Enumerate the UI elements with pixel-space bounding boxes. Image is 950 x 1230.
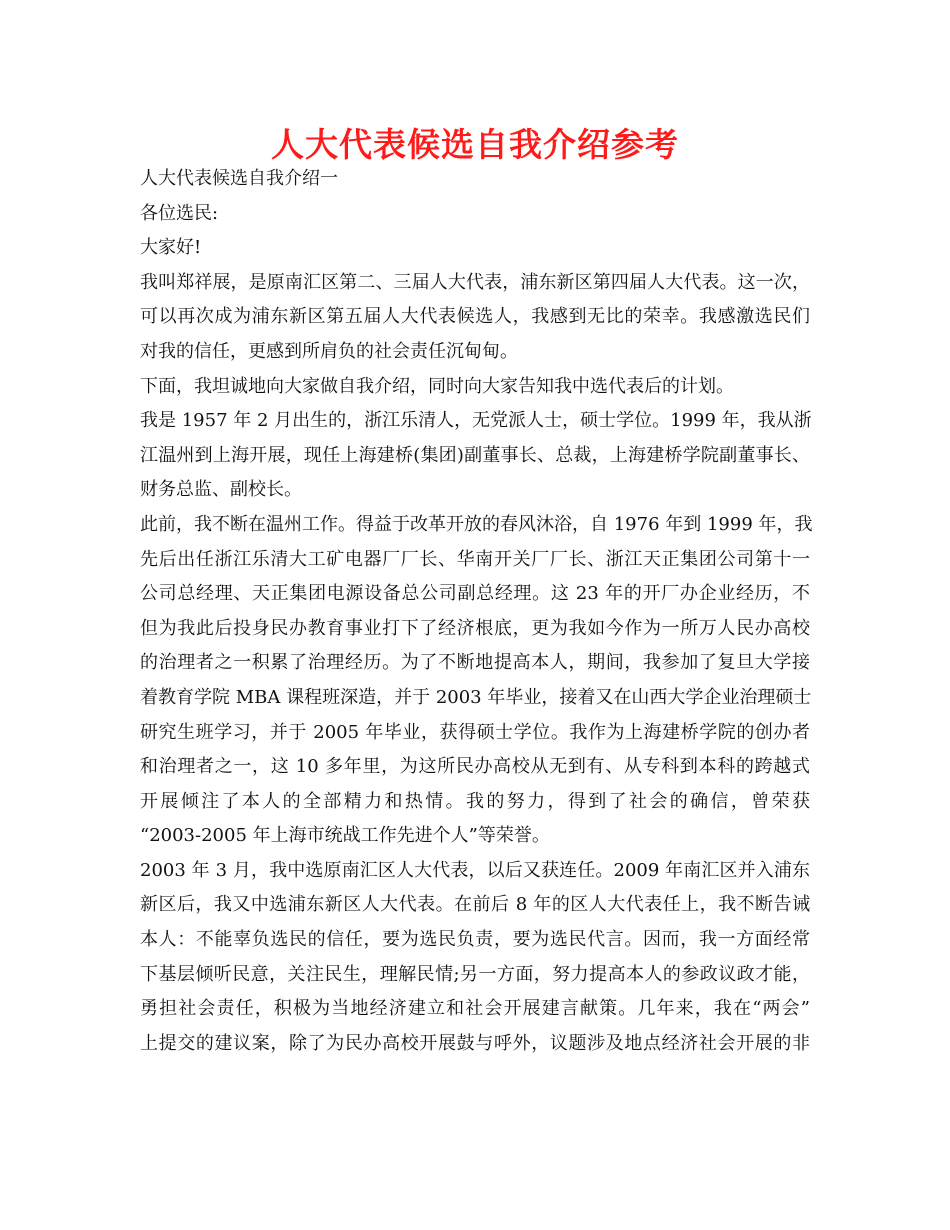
body-line: 先后出任浙江乐清大工矿电器厂厂长、华南开关厂厂长、浙江天正集团公司第十一 (140, 548, 810, 570)
body-line: 人大代表候选自我介绍一 (140, 168, 338, 189)
body-line: 江温州到上海开展，现任上海建桥(集团)副董事长、总裁，上海建桥学院副董事长、 (140, 444, 810, 466)
body-line: 此前，我不断在温州工作。得益于改革开放的春风沐浴，自 1976 年到 1999 年，我 (140, 513, 813, 535)
body-line: 勇担社会责任，积极为当地经济建立和社会开展建言献策。几年来，我在“两会” (140, 998, 810, 1020)
body-line: 大家好! (140, 237, 202, 259)
document-body (140, 162, 813, 1061)
body-line: 研究生班学习，并于 2005 年毕业，获得硕士学位。我作为上海建桥学院的创办者 (140, 721, 810, 743)
body-line: 下面，我坦诚地向大家做自我介绍，同时向大家告知我中选代表后的计划。 (140, 375, 734, 397)
body-line: 各位选民: (140, 202, 219, 224)
body-line: 新区后，我又中选浦东新区人大代表。在前后 8 年的区人大代表任上，我不断告诫 (140, 894, 810, 916)
body-line: “2003-2005 年上海市统战工作先进个人”等荣誉。 (140, 825, 550, 847)
body-line: 对我的信任，更感到所肩负的社会责任沉甸甸。 (140, 340, 518, 362)
body-line: 下基层倾听民意，关注民生，理解民情;另一方面，努力提高本人的参政议政才能， (140, 963, 810, 985)
body-line: 和治理者之一，这 10 多年里，为这所民办高校从无到有、从专科到本科的跨越式 (140, 756, 810, 778)
body-line: 我叫郑祥展，是原南汇区第二、三届人大代表，浦东新区第四届人大代表。这一次， (140, 271, 810, 293)
body-line: 上提交的建议案，除了为民办高校开展鼓与呼外，议题涉及地点经济社会开展的非 (140, 1032, 810, 1054)
document-title: 人大代表候选自我介绍参考 (271, 125, 679, 164)
body-line: 我是 1957 年 2 月出生的，浙江乐清人，无党派人士，硕士学位。1999 年，我从浙 (140, 410, 812, 432)
body-line: 开展倾注了本人的全部精力和热情。我的努力，得到了社会的确信，曾荣获 (140, 790, 810, 812)
body-line: 财务总监、副校长。 (140, 479, 302, 501)
body-line: 但为我此后投身民办教育事业打下了经济根底，更为我如今作为一所万人民办高校 (140, 617, 810, 639)
body-line: 着教育学院 MBA 课程班深造，并于 2003 年毕业，接着又在山西大学企业治理硕士 (140, 686, 812, 708)
body-line: 本人：不能辜负选民的信任，要为选民负责，要为选民代言。因而，我一方面经常 (140, 929, 810, 951)
body-line: 可以再次成为浦东新区第五届人大代表候选人，我感到无比的荣幸。我感激选民们 (140, 306, 810, 328)
body-line: 2003 年 3 月，我中选原南汇区人大代表，以后又获连任。2009 年南汇区并入浦东 (140, 859, 810, 881)
body-line: 公司总经理、天正集团电源设备总公司副总经理。这 23 年的开厂办企业经历，不 (140, 583, 810, 605)
body-line: 的治理者之一积累了治理经历。为了不断地提高本人，期间，我参加了复旦大学接 (140, 652, 810, 674)
